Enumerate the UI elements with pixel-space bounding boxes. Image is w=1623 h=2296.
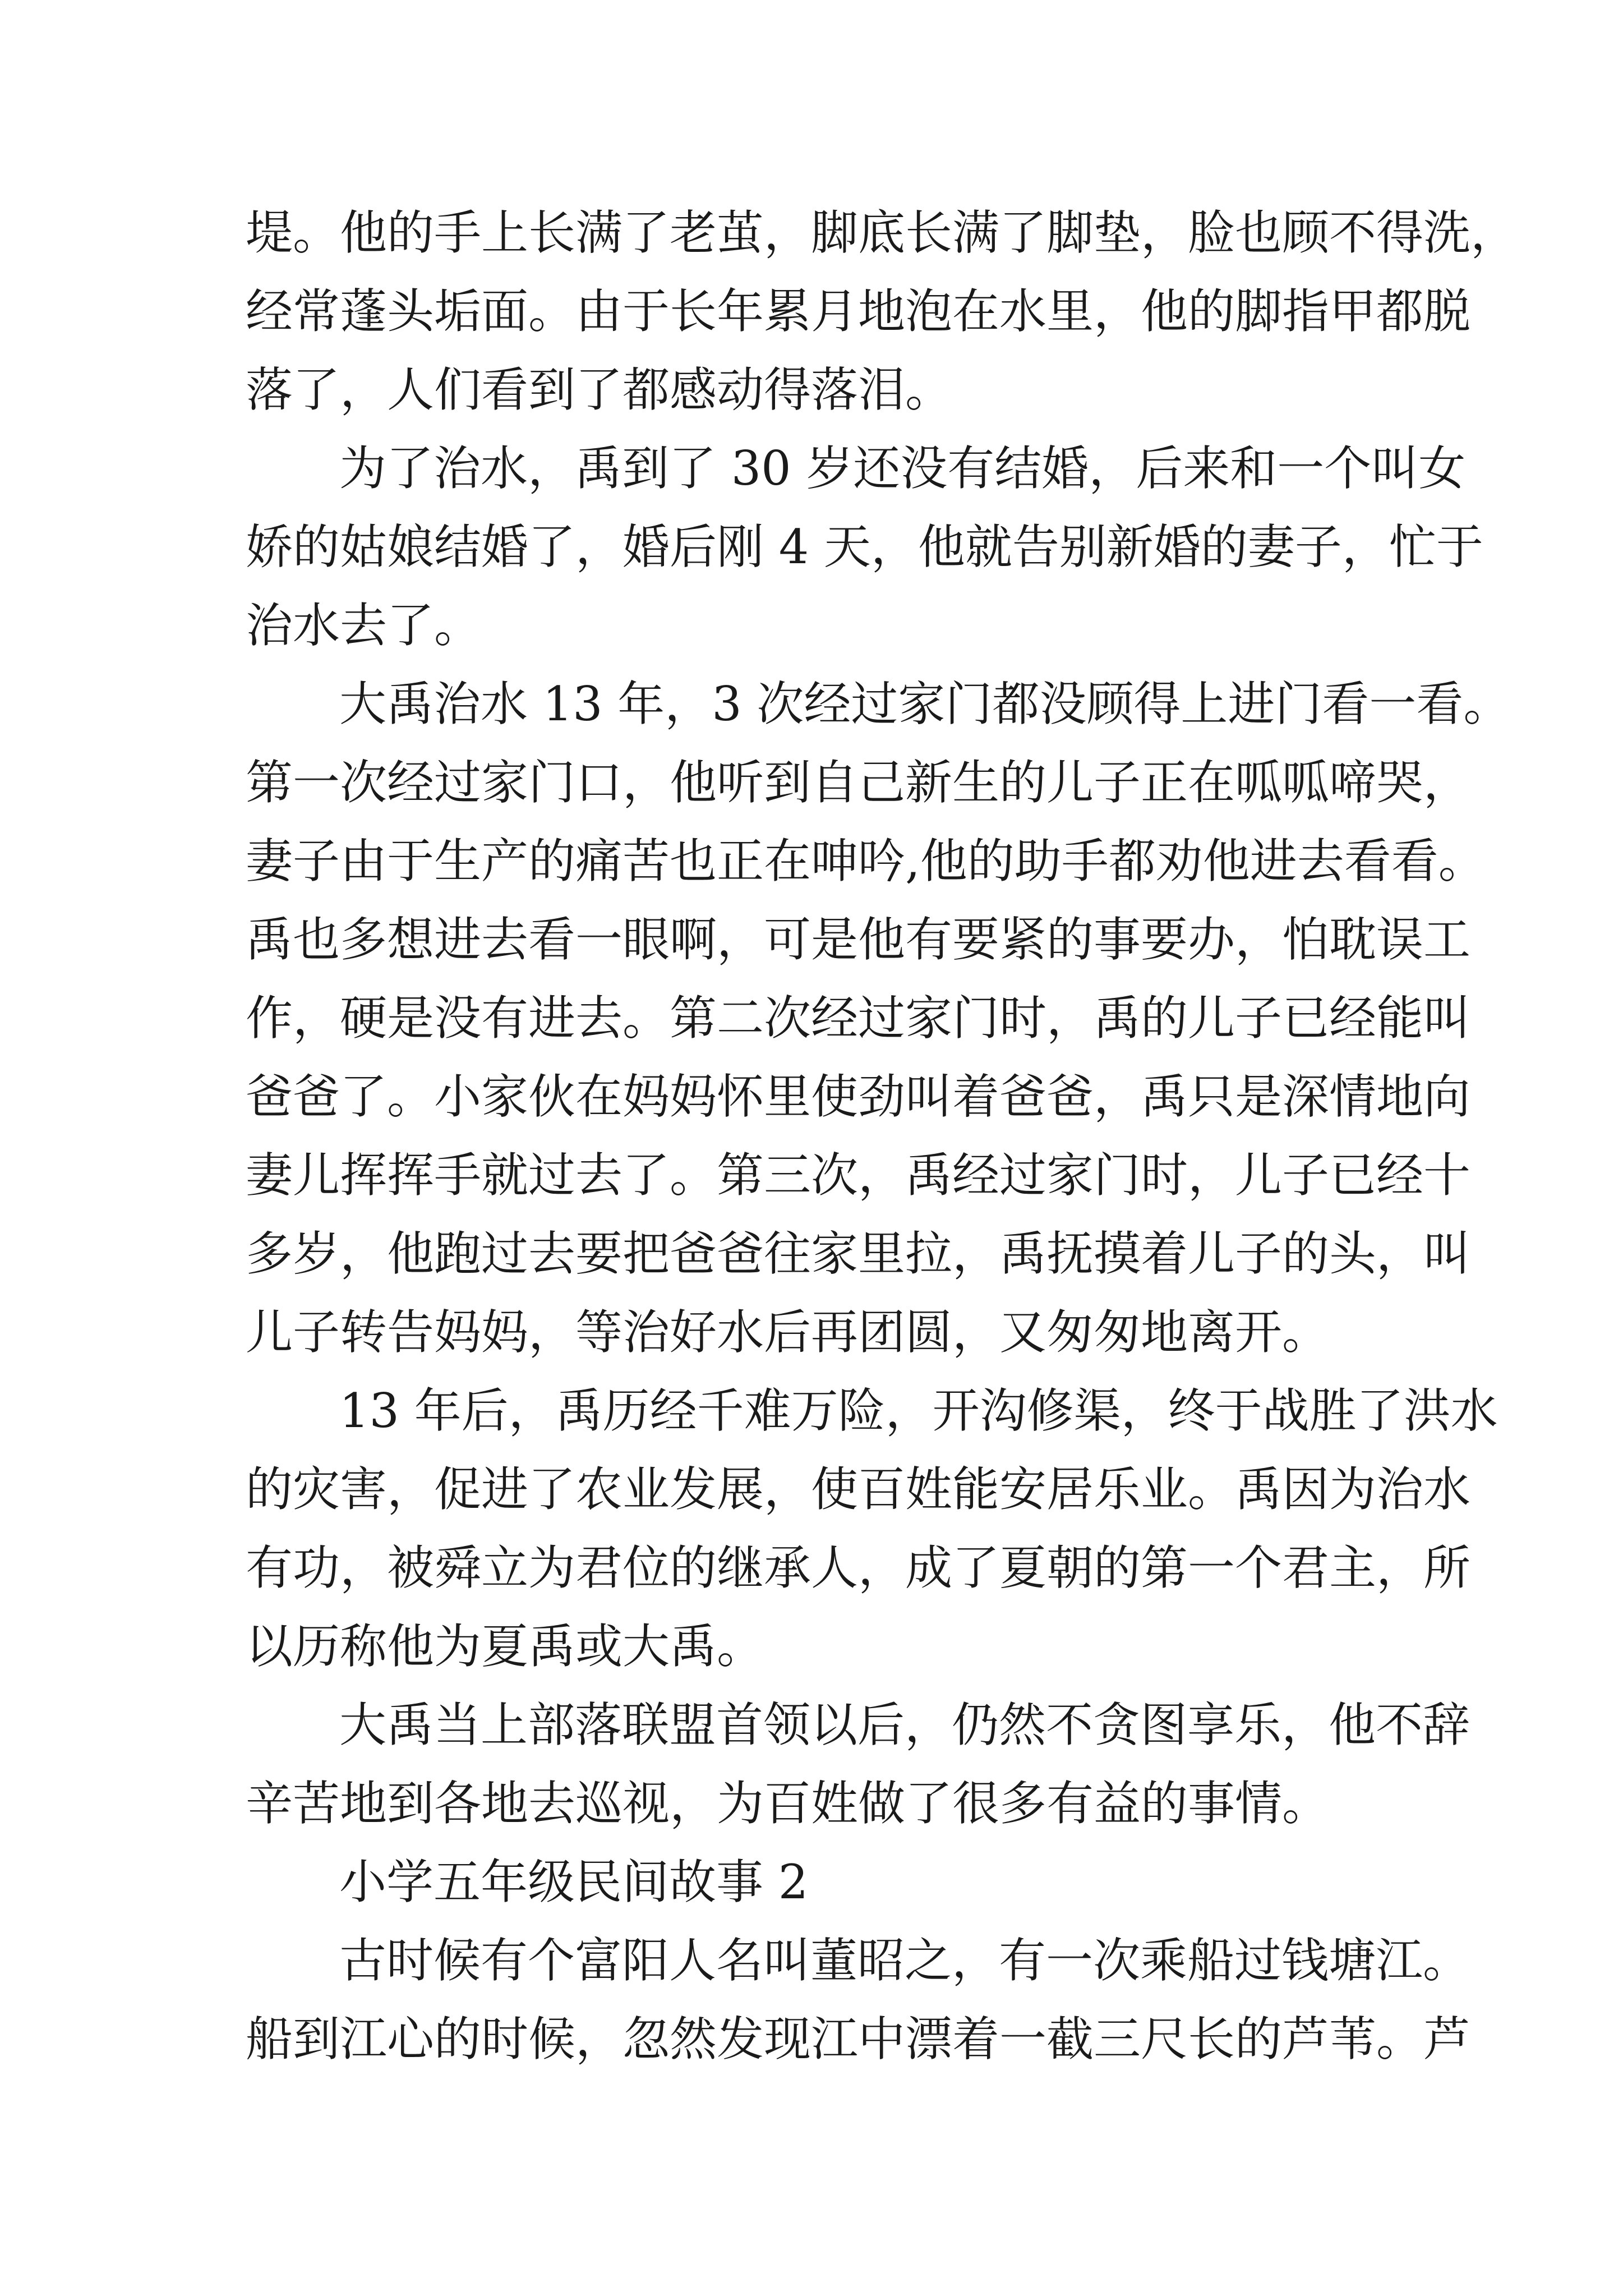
text-line: 治水去了。	[246, 598, 482, 653]
paragraph-start-line: 为了治水，禹到了 30 岁还没有结婚，后来和一个叫女	[339, 441, 1466, 496]
text-line: 经常蓬头垢面。由于长年累月地泡在水里，他的脚指甲都脱	[246, 284, 1471, 339]
text-line: 作，硬是没有进去。第二次经过家门时，禹的儿子已经能叫	[246, 991, 1471, 1046]
text-line: 妻儿挥挥手就过去了。第三次，禹经过家门时，儿子已经十	[246, 1148, 1471, 1203]
text-line: 爸爸了。小家伙在妈妈怀里使劲叫着爸爸，禹只是深情地向	[246, 1069, 1471, 1124]
text-line: 以历称他为夏禹或大禹。	[246, 1619, 764, 1674]
text-line: 多岁，他跑过去要把爸爸往家里拉，禹抚摸着儿子的头，叫	[246, 1226, 1471, 1281]
text-line: 落了，人们看到了都感动得落泪。	[246, 362, 953, 417]
text-line: 娇的姑娘结婚了，婚后刚 4 天，他就告别新婚的妻子，忙于	[246, 519, 1483, 574]
text-line: 的灾害，促进了农业发展，使百姓能安居乐业。禹因为治水	[246, 1462, 1471, 1517]
paragraph-start-line: 大禹治水 13 年，3 次经过家门都没顾得上进门看一看。	[339, 677, 1511, 731]
text-line: 堤。他的手上长满了老茧，脚底长满了脚垫，脸也顾不得洗，	[246, 205, 1518, 260]
section-heading: 小学五年级民间故事 2	[339, 1855, 809, 1910]
text-line: 第一次经过家门口，他听到自己新生的儿子正在呱呱啼哭，	[246, 755, 1471, 810]
paragraph-start-line: 大禹当上部落联盟首领以后，仍然不贪图享乐，他不辞	[339, 1697, 1470, 1752]
text-line: 有功，被舜立为君位的继承人，成了夏朝的第一个君主，所	[246, 1540, 1471, 1595]
text-line: 禹也多想进去看一眼啊，可是他有要紧的事要办，怕耽误工	[246, 912, 1471, 967]
text-line: 辛苦地到各地去巡视，为百姓做了很多有益的事情。	[246, 1776, 1330, 1831]
text-line: 儿子转告妈妈，等治好水后再团圆，又匆匆地离开。	[246, 1305, 1330, 1360]
paragraph-start-line: 古时候有个富阳人名叫董昭之，有一次乘船过钱塘江。	[339, 1933, 1470, 1988]
paragraph-start-line: 13 年后，禹历经千难万险，开沟修渠，终于战胜了洪水	[339, 1383, 1498, 1438]
text-line: 妻子由于生产的痛苦也正在呻吟,他的助手都劝他进去看看。	[246, 834, 1486, 889]
text-line: 船到江心的时候，忽然发现江中漂着一截三尺长的芦苇。芦	[246, 2012, 1471, 2067]
